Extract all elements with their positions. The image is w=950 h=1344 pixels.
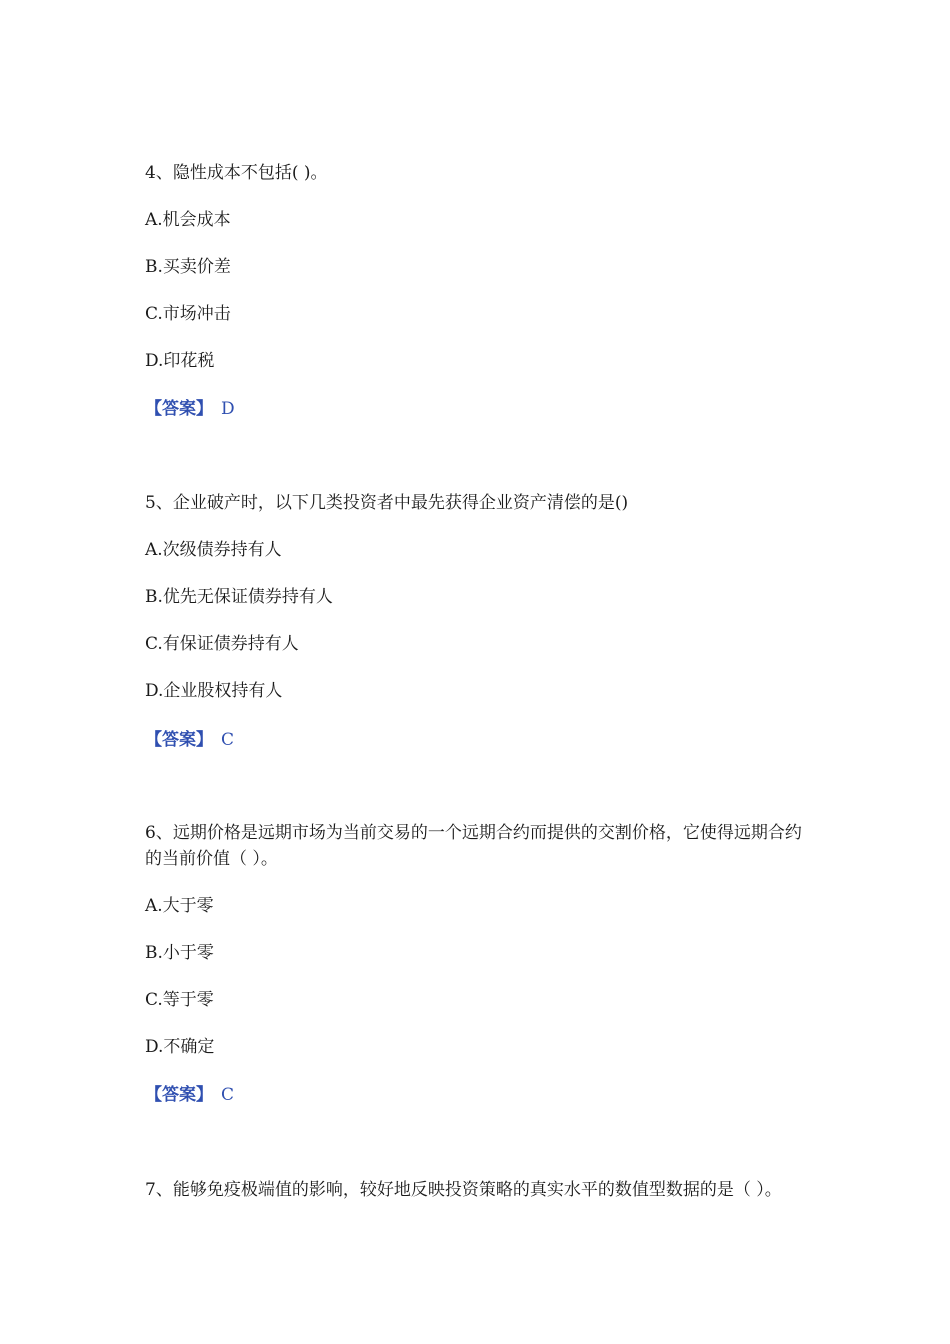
question-6-option-c: C.等于零 (145, 990, 214, 1010)
question-4-stem: 4、隐性成本不包括( )。 (145, 163, 328, 183)
question-6-option-b: B.小于零 (145, 943, 214, 963)
question-4-option-a: A.机会成本 (145, 210, 231, 230)
answer-label: 【答案】 (145, 730, 213, 750)
question-5-option-b: B.优先无保证债券持有人 (145, 587, 333, 607)
question-4-option-b: B.买卖价差 (145, 257, 231, 277)
question-6-answer (145, 1082, 234, 1108)
question-5-option-d: D.企业股权持有人 (145, 681, 283, 701)
answer-label: 【答案】 (145, 1085, 213, 1105)
question-6-stem: 6、远期价格是远期市场为当前交易的一个远期合约而提供的交割价格，它使得远期合约的当前价值（ ）。 (145, 823, 802, 869)
question-4-option-c: C.市场冲击 (145, 304, 231, 324)
question-5-option-a: A.次级债券持有人 (145, 540, 282, 560)
answer-value: D (221, 399, 235, 419)
question-4-answer (145, 396, 235, 422)
question-5-answer (145, 727, 234, 753)
question-6-option-a: A.大于零 (145, 896, 214, 916)
answer-value: C (221, 1085, 235, 1105)
answer-value: C (221, 730, 235, 750)
question-5-stem: 5、企业破产时，以下几类投资者中最先获得企业资产清偿的是() (145, 493, 629, 513)
question-7-stem: 7、能够免疫极端值的影响，较好地反映投资策略的真实水平的数值型数据的是（ ）。 (145, 1180, 782, 1200)
question-6-option-d: D.不确定 (145, 1037, 215, 1057)
question-4-option-d: D.印花税 (145, 351, 215, 371)
question-5-option-c: C.有保证债券持有人 (145, 634, 299, 654)
answer-label: 【答案】 (145, 399, 213, 419)
